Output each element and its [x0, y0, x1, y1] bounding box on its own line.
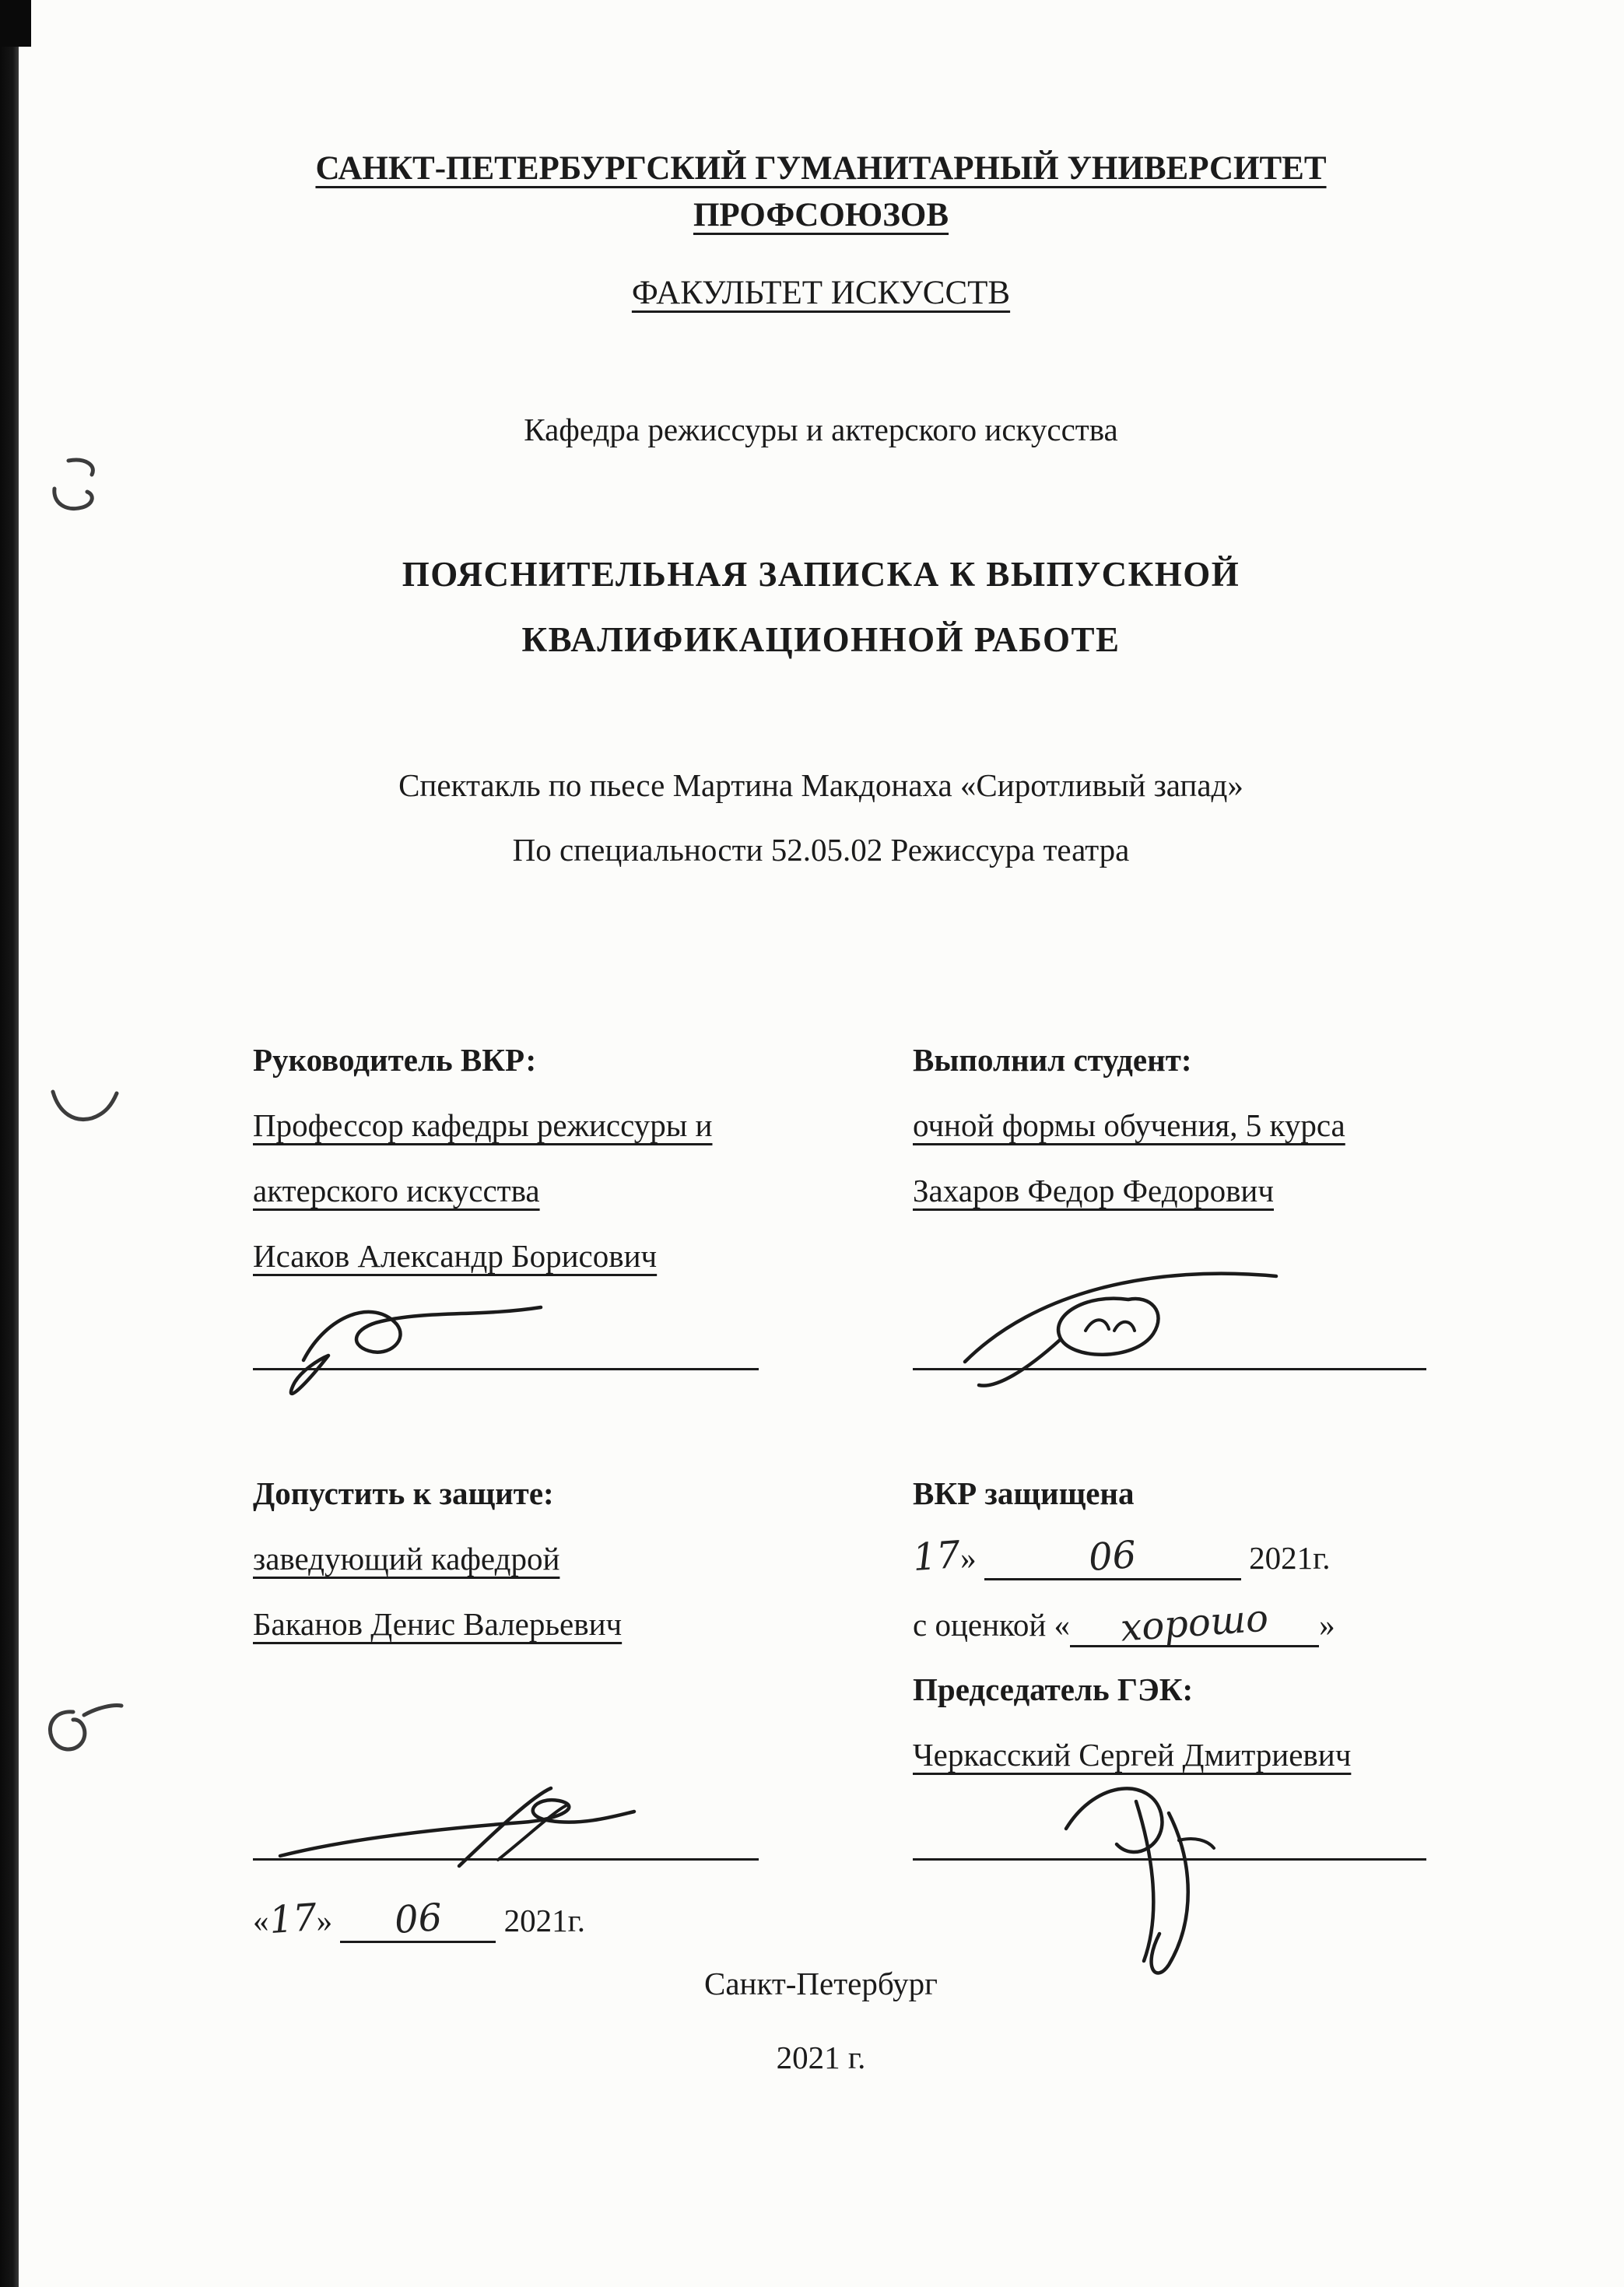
student-name: Захаров Федор Федорович: [913, 1173, 1274, 1208]
defense-date-year: 2021г.: [1249, 1540, 1331, 1576]
department-name: Кафедра режиссуры и актерского искусства: [524, 412, 1118, 447]
supervisor-name: Исаков Александр Борисович: [253, 1238, 658, 1274]
admission-label: Допустить к защите:: [253, 1475, 554, 1511]
admission-date-month-handwritten: 06: [392, 1895, 444, 1943]
admission-date-row: [253, 1897, 585, 1943]
document-title-line2: КВАЛИФИКАЦИОННОЙ РАБОТЕ: [521, 620, 1121, 659]
binder-mark-icon: [45, 1078, 123, 1140]
admission-date-open-quote: «: [253, 1903, 269, 1938]
supervisor-label: Руководитель ВКР:: [253, 1042, 537, 1078]
work-subtitle: Спектакль по пьесе Мартина Макдонаха «Сиротливый запад»: [398, 767, 1243, 803]
admission-name: Баканов Денис Валерьевич: [253, 1606, 623, 1642]
admission-date-month-blank: [340, 1897, 496, 1943]
defense-label: ВКР защищена: [913, 1475, 1135, 1511]
university-name-line1: САНКТ-ПЕТЕРБУРГСКИЙ ГУМАНИТАРНЫЙ УНИВЕРСИТЕТ: [315, 150, 1327, 187]
supervisor-position-line2: актерского искусства: [253, 1173, 540, 1208]
student-description: очной формы обучения, 5 курса: [913, 1107, 1345, 1143]
student-label: Выполнил студент:: [913, 1042, 1192, 1078]
faculty-name: ФАКУЛЬТЕТ ИСКУССТВ: [631, 275, 1011, 311]
defense-date-month-blank: [984, 1532, 1241, 1580]
defense-date-row: [911, 1532, 1331, 1580]
binder-mark-icon: [40, 1689, 126, 1774]
admission-signature-icon: [265, 1774, 654, 1875]
grade-handwritten: хорошо: [1119, 1596, 1270, 1650]
defense-date-day-handwritten: 17: [911, 1532, 962, 1580]
year-line: 2021 г.: [776, 2040, 866, 2075]
chair-label: Председатель ГЭК:: [913, 1671, 1194, 1707]
grade-prefix: с оценкой «: [913, 1607, 1071, 1643]
chair-signature-icon: [1035, 1766, 1284, 1992]
grade-suffix: »: [1319, 1607, 1335, 1643]
defense-date-month-handwritten: 06: [1087, 1532, 1138, 1580]
supervisor-position-line1: Профессор кафедры режиссуры и: [253, 1107, 713, 1143]
document-title-line1: ПОЯСНИТЕЛЬНАЯ ЗАПИСКА К ВЫПУСКНОЙ: [402, 555, 1240, 594]
university-name-line2: ПРОФСОЮЗОВ: [693, 197, 949, 233]
admission-date-close-quote: »: [316, 1903, 333, 1938]
grade-row: [913, 1596, 1335, 1650]
chair-name: Черкасский Сергей Дмитриевич: [913, 1737, 1352, 1773]
city-line: Санкт-Петербург: [704, 1966, 938, 2001]
admission-date-year: 2021г.: [503, 1903, 586, 1938]
binder-mark-icon: [45, 451, 115, 521]
defense-date-close-quote: »: [960, 1540, 977, 1576]
specialty-line: По специальности 52.05.02 Режиссура театра: [512, 832, 1130, 868]
student-signature-icon: [942, 1245, 1300, 1416]
scan-corner-artifact: [0, 0, 31, 47]
grade-blank: [1070, 1596, 1319, 1650]
admission-date-day-handwritten: 17: [267, 1895, 318, 1943]
scan-edge-artifact: [0, 0, 19, 2287]
admission-position: заведующий кафедрой: [253, 1541, 560, 1577]
supervisor-signature-icon: [272, 1261, 607, 1416]
